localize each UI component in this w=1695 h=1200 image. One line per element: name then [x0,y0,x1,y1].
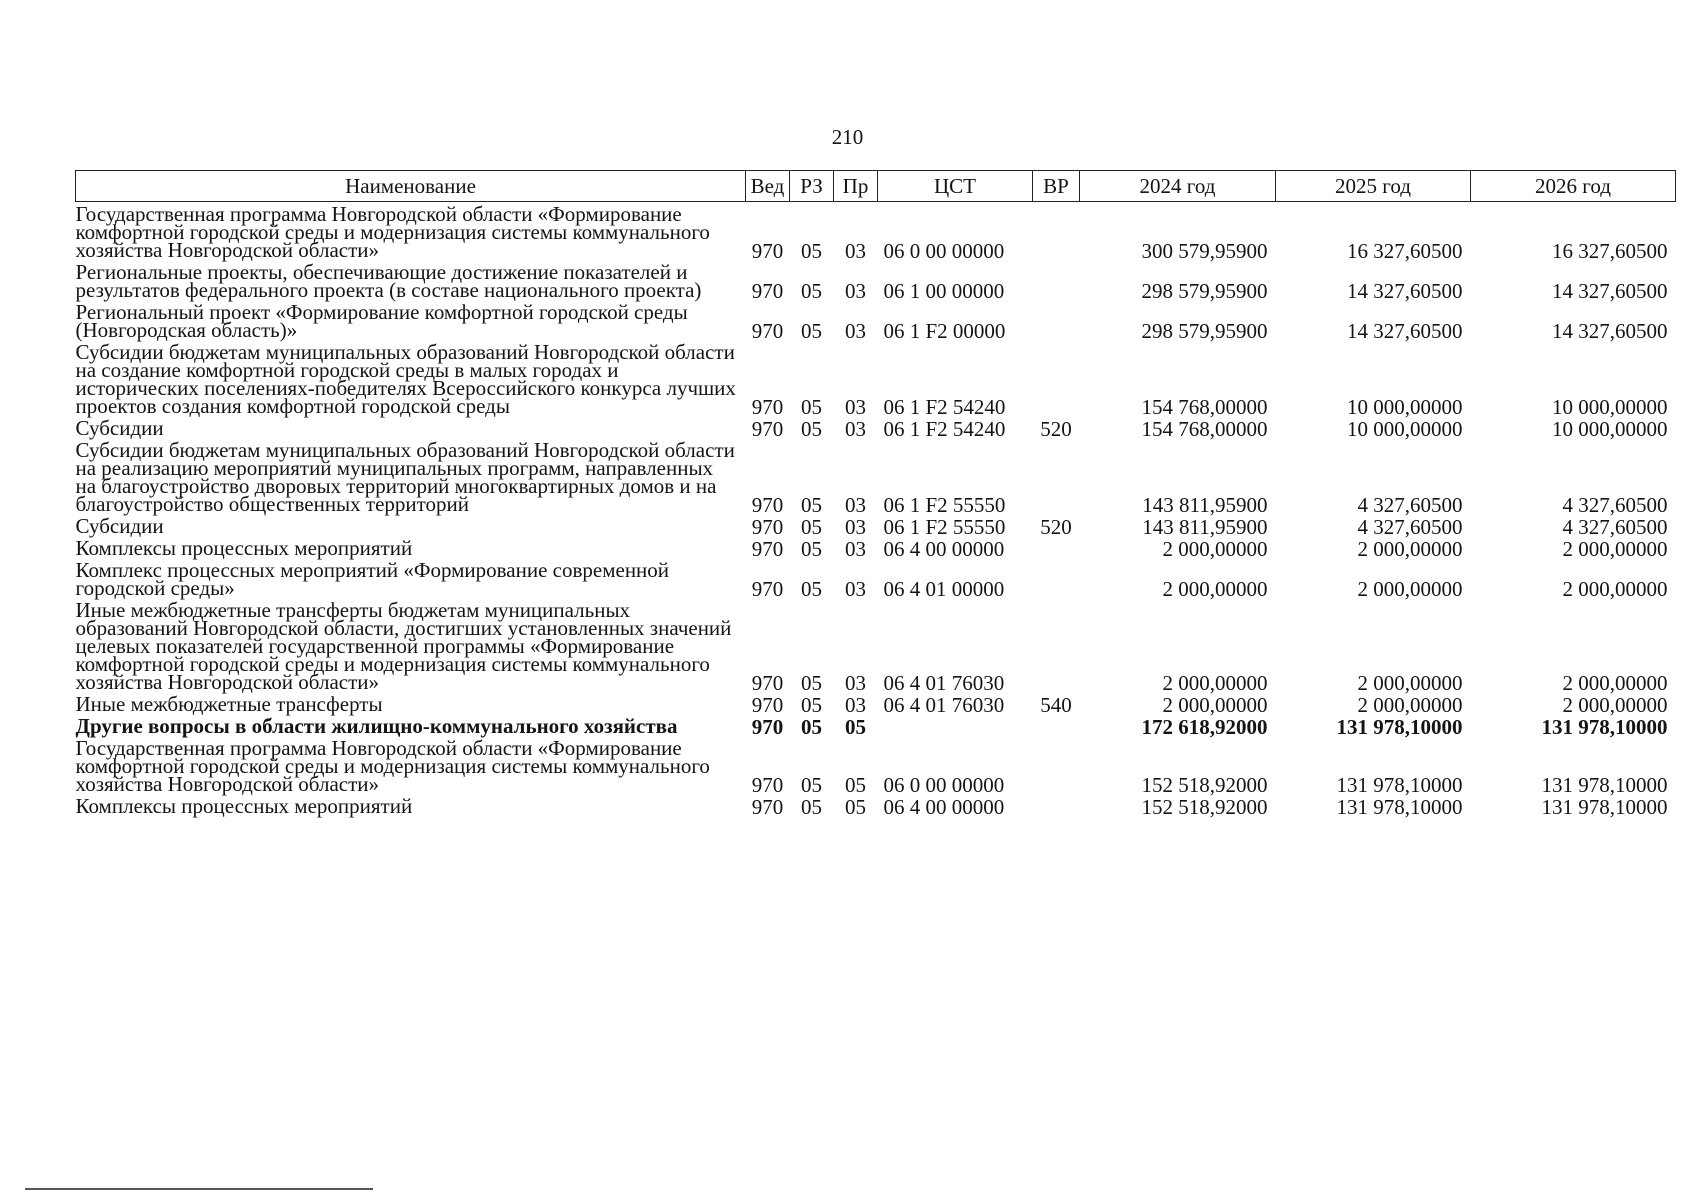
row-2026: 4 327,60500 [1562,493,1668,517]
row-rz: 05 [801,577,822,601]
row-2024: 2 000,00000 [1162,671,1268,695]
row-2026: 14 327,60500 [1552,319,1668,343]
row-vr [1033,260,1080,300]
row-ved: 970 [751,671,784,695]
row-pr: 03 [845,577,866,601]
row-cst: 06 0 00 00000 [883,239,1005,263]
row-vr: 540 [1040,693,1072,717]
row-rz: 05 [801,537,822,561]
row-2024: 2 000,00000 [1162,577,1268,601]
row-pr: 03 [845,693,866,717]
row-2025: 14 327,60500 [1347,319,1463,343]
row-cst: 06 1 F2 55550 [883,515,1006,539]
row-2026: 2 000,00000 [1562,577,1668,601]
row-ved: 970 [751,795,784,819]
row-2025: 4 327,60500 [1357,493,1463,517]
row-pr: 03 [845,279,866,303]
row-2025: 10 000,00000 [1347,417,1463,441]
row-2025: 4 327,60500 [1357,515,1463,539]
table-row [76,300,1676,340]
row-2024: 2 000,00000 [1162,693,1268,717]
row-2026: 2 000,00000 [1562,693,1668,717]
row-2026: 131 978,10000 [1541,715,1668,739]
row-2024: 152 518,92000 [1141,795,1268,819]
table-row [76,340,1676,416]
row-2025: 16 327,60500 [1347,239,1463,263]
row-vr: 520 [1040,417,1072,441]
row-rz: 05 [801,319,822,343]
table-row-section-total [76,714,1676,736]
row-name: Комплекс процессных мероприятий «Формирование современной городской среды» [75,558,670,600]
table-header-row [76,171,1676,202]
row-vr [1033,340,1080,416]
row-pr: 03 [845,515,866,539]
row-cst: 06 1 F2 54240 [883,417,1006,441]
row-2025: 131 978,10000 [1336,773,1463,797]
row-rz: 05 [801,493,822,517]
row-2025: 2 000,00000 [1357,577,1463,601]
row-2026: 4 327,60500 [1562,515,1668,539]
row-2025: 14 327,60500 [1347,279,1463,303]
row-cst: 06 4 00 00000 [883,795,1005,819]
row-vr [1033,536,1080,558]
row-ved: 970 [751,773,784,797]
row-rz: 05 [801,417,822,441]
row-rz: 05 [801,773,822,797]
row-cst: 06 1 00 00000 [883,279,1005,303]
row-pr: 03 [845,239,866,263]
row-rz: 05 [801,715,822,739]
row-2024: 298 579,95900 [1141,279,1268,303]
row-pr: 03 [845,417,866,441]
budget-table [75,170,1676,819]
row-vr [1033,736,1080,794]
row-vr [1033,438,1080,514]
row-vr [1033,598,1080,692]
row-ved: 970 [751,693,784,717]
row-2024: 143 811,95900 [1142,493,1268,517]
header-cst: ЦСТ [878,171,1033,202]
row-name: Комплексы процессных мероприятий [75,536,413,560]
row-vr [1033,714,1080,736]
row-name: Субсидии бюджетам муниципальных образований Новгородской области на реализацию мероприятий муниципальных программ, направленных на благоустройство дворовых территорий многоквартирных домов и на благоустройство общественных территорий [75,438,735,516]
row-cst: 06 4 01 76030 [883,693,1005,717]
header-pr: Пр [834,171,878,202]
row-ved: 970 [751,515,784,539]
row-2025: 2 000,00000 [1357,671,1463,695]
row-ved: 970 [751,279,784,303]
row-ved: 970 [751,715,784,739]
row-2025: 131 978,10000 [1336,795,1463,819]
row-pr: 03 [845,395,866,419]
row-name: Региональный проект «Формирование комфортной городской среды (Новгородская область)» [75,300,688,342]
table-row [76,598,1676,692]
row-name: Государственная программа Новгородской области «Формирование комфортной городской среды и модернизация системы коммунального хозяйства Новгородской области» [75,202,710,262]
row-rz: 05 [801,693,822,717]
row-rz: 05 [801,239,822,263]
row-pr: 05 [845,795,866,819]
table-row [76,794,1676,816]
row-2025: 131 978,10000 [1336,715,1463,739]
row-ved: 970 [751,417,784,441]
row-name: Региональные проекты, обеспечивающие достижение показателей и результатов федерального проекта (в составе национального проекта) [75,260,702,302]
header-ved: Вед [746,171,790,202]
row-ved: 970 [751,319,784,343]
row-pr: 05 [845,715,866,739]
row-2024: 2 000,00000 [1162,537,1268,561]
row-vr [1033,794,1080,816]
row-ved: 970 [751,493,784,517]
row-2026: 2 000,00000 [1562,537,1668,561]
row-name: Комплексы процессных мероприятий [75,794,413,818]
page-number: 210 [831,125,864,149]
row-cst: 06 1 F2 55550 [883,493,1006,517]
row-rz: 05 [801,279,822,303]
table-row [76,692,1676,714]
row-cst [878,714,1033,736]
row-rz: 05 [801,515,822,539]
row-2024: 143 811,95900 [1142,515,1268,539]
table-row [76,202,1676,261]
table-row [76,736,1676,794]
row-2026: 131 978,10000 [1541,773,1668,797]
row-ved: 970 [751,395,784,419]
row-2026: 2 000,00000 [1562,671,1668,695]
header-2026: 2026 год [1471,171,1676,202]
row-2026: 10 000,00000 [1552,417,1668,441]
row-vr [1033,300,1080,340]
row-name: Государственная программа Новгородской области «Формирование комфортной городской среды и модернизация системы коммунального хозяйства Новгородской области» [75,736,710,796]
row-2024: 154 768,00000 [1141,417,1268,441]
table-row [76,260,1676,300]
row-2026: 16 327,60500 [1552,239,1668,263]
header-2025: 2025 год [1276,171,1471,202]
row-2024: 298 579,95900 [1141,319,1268,343]
row-pr: 03 [845,537,866,561]
table-row [76,514,1676,536]
row-vr [1033,202,1080,261]
table-row [76,416,1676,438]
row-ved: 970 [751,239,784,263]
row-name: Другие вопросы в области жилищно-коммунального хозяйства [75,714,678,738]
header-vr: ВР [1033,171,1080,202]
row-name: Субсидии [75,416,164,440]
row-cst: 06 4 01 00000 [883,577,1005,601]
row-cst: 06 4 00 00000 [883,537,1005,561]
row-name: Иные межбюджетные трансферты [75,692,383,716]
row-cst: 06 4 01 76030 [883,671,1005,695]
row-vr [1033,558,1080,598]
row-cst: 06 0 00 00000 [883,773,1005,797]
row-ved: 970 [751,537,784,561]
row-2026: 131 978,10000 [1541,795,1668,819]
row-name: Субсидии бюджетам муниципальных образований Новгородской области на создание комфортной городской среды в малых городах и исторических поселениях-победителях Всероссийского конкурса лучших проектов создания комфортной городской среды [75,340,736,418]
table-row [76,438,1676,514]
row-ved: 970 [751,577,784,601]
row-2025: 10 000,00000 [1347,395,1463,419]
row-2026: 10 000,00000 [1552,395,1668,419]
row-pr: 05 [845,773,866,797]
header-name: Наименование [76,171,746,202]
row-cst: 06 1 F2 00000 [883,319,1006,343]
row-name: Иные межбюджетные трансферты бюджетам муниципальных образований Новгородской области, достигших установленных значений целевых показателей государственной программы «Формирование комфортной городской среды и модернизация системы коммунального хозяйства Новгородской области» [75,598,732,694]
row-pr: 03 [845,493,866,517]
header-2024: 2024 год [1080,171,1276,202]
row-rz: 05 [801,395,822,419]
row-name: Субсидии [75,514,164,538]
row-2024: 154 768,00000 [1141,395,1268,419]
row-rz: 05 [801,795,822,819]
row-2025: 2 000,00000 [1357,693,1463,717]
header-rz: РЗ [790,171,834,202]
row-pr: 03 [845,671,866,695]
row-2024: 172 618,92000 [1141,715,1268,739]
row-pr: 03 [845,319,866,343]
row-rz: 05 [801,671,822,695]
footer-divider [25,1188,373,1190]
table-row [76,558,1676,598]
table-row [76,536,1676,558]
row-2024: 152 518,92000 [1141,773,1268,797]
row-cst: 06 1 F2 54240 [883,395,1006,419]
row-2026: 14 327,60500 [1552,279,1668,303]
row-2025: 2 000,00000 [1357,537,1463,561]
row-2024: 300 579,95900 [1141,239,1268,263]
row-vr: 520 [1040,515,1072,539]
